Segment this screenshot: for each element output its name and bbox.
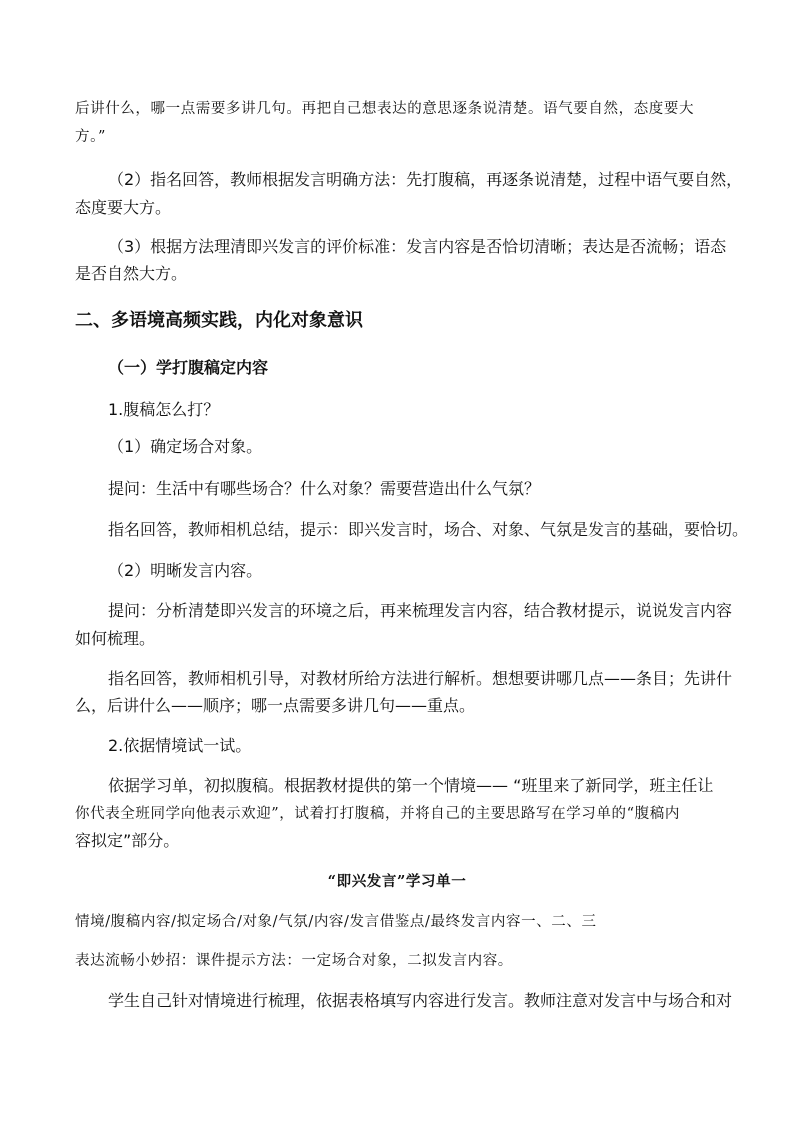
paragraph-line: 指名回答，教师相机引导，对教材所给方法进行解析。想想要讲哪几点——条目；先讲什 bbox=[108, 669, 733, 688]
paragraph-line: （3）根据方法理清即兴发言的评价标准：发言内容是否恰切清晰；表达是否流畅；语态 bbox=[108, 237, 727, 256]
paragraph-line: 你代表全班同学向他表示欢迎”，试着打打腹稿，并将自己的主要思路写在学习单的“腹稿内 bbox=[75, 806, 680, 822]
worksheet-row: 情境/腹稿内容/拟定场合/对象/气氛/内容/发言借鉴点/最终发言内容一、二、三 bbox=[75, 914, 597, 930]
paragraph-line: 指名回答，教师相机总结，提示：即兴发言时，场合、对象、气氛是发言的基础，要恰切。 bbox=[108, 520, 749, 539]
item-subheading: （2）明晰发言内容。 bbox=[108, 561, 263, 580]
item-heading: 1.腹稿怎么打？ bbox=[108, 400, 220, 419]
section-heading: 二、多语境高频实践，内化对象意识 bbox=[75, 310, 363, 331]
paragraph-line: 容拟定”部分。 bbox=[75, 831, 180, 850]
paragraph-line: 是否自然大方。 bbox=[75, 264, 188, 283]
worksheet-tip: 表达流畅小妙招：课件提示方法：一定场合对象，二拟发言内容。 bbox=[75, 953, 513, 969]
paragraph-line: 依据学习单，初拟腹稿。根据教材提供的第一个情境—— “班里来了新同学，班主任让 bbox=[108, 776, 714, 795]
paragraph-line: 提问：分析清楚即兴发言的环境之后，再来梳理发言内容，结合教材提示，说说发言内容 bbox=[108, 601, 733, 620]
paragraph-line: 方。” bbox=[75, 129, 106, 145]
paragraph-line: （2）指名回答，教师根据发言明确方法：先打腹稿，再逐条说清楚，过程中语气要自然， bbox=[108, 170, 743, 189]
paragraph-line: 态度要大方。 bbox=[75, 198, 172, 217]
paragraph-line: 么，后讲什么——顺序；哪一点需要多讲几句——重点。 bbox=[75, 696, 476, 715]
paragraph-line: 提问：生活中有哪些场合？什么对象？需要营造出什么气氛？ bbox=[108, 479, 541, 498]
paragraph-line: 后讲什么，哪一点需要多讲几句。再把自己想表达的意思逐条说清楚。语气要自然，态度要大 bbox=[75, 101, 695, 117]
item-heading: 2.依据情境试一试。 bbox=[108, 736, 252, 755]
item-subheading: （1）确定场合对象。 bbox=[108, 437, 263, 456]
paragraph-line: 学生自己针对情境进行梳理，依据表格填写内容进行发言。教师注意对发言中与场合和对 bbox=[108, 991, 733, 1010]
worksheet-title: “即兴发言”学习单一 bbox=[327, 873, 467, 890]
subsection-heading: （一）学打腹稿定内容 bbox=[108, 358, 269, 377]
paragraph-line: 如何梳理。 bbox=[75, 629, 156, 648]
